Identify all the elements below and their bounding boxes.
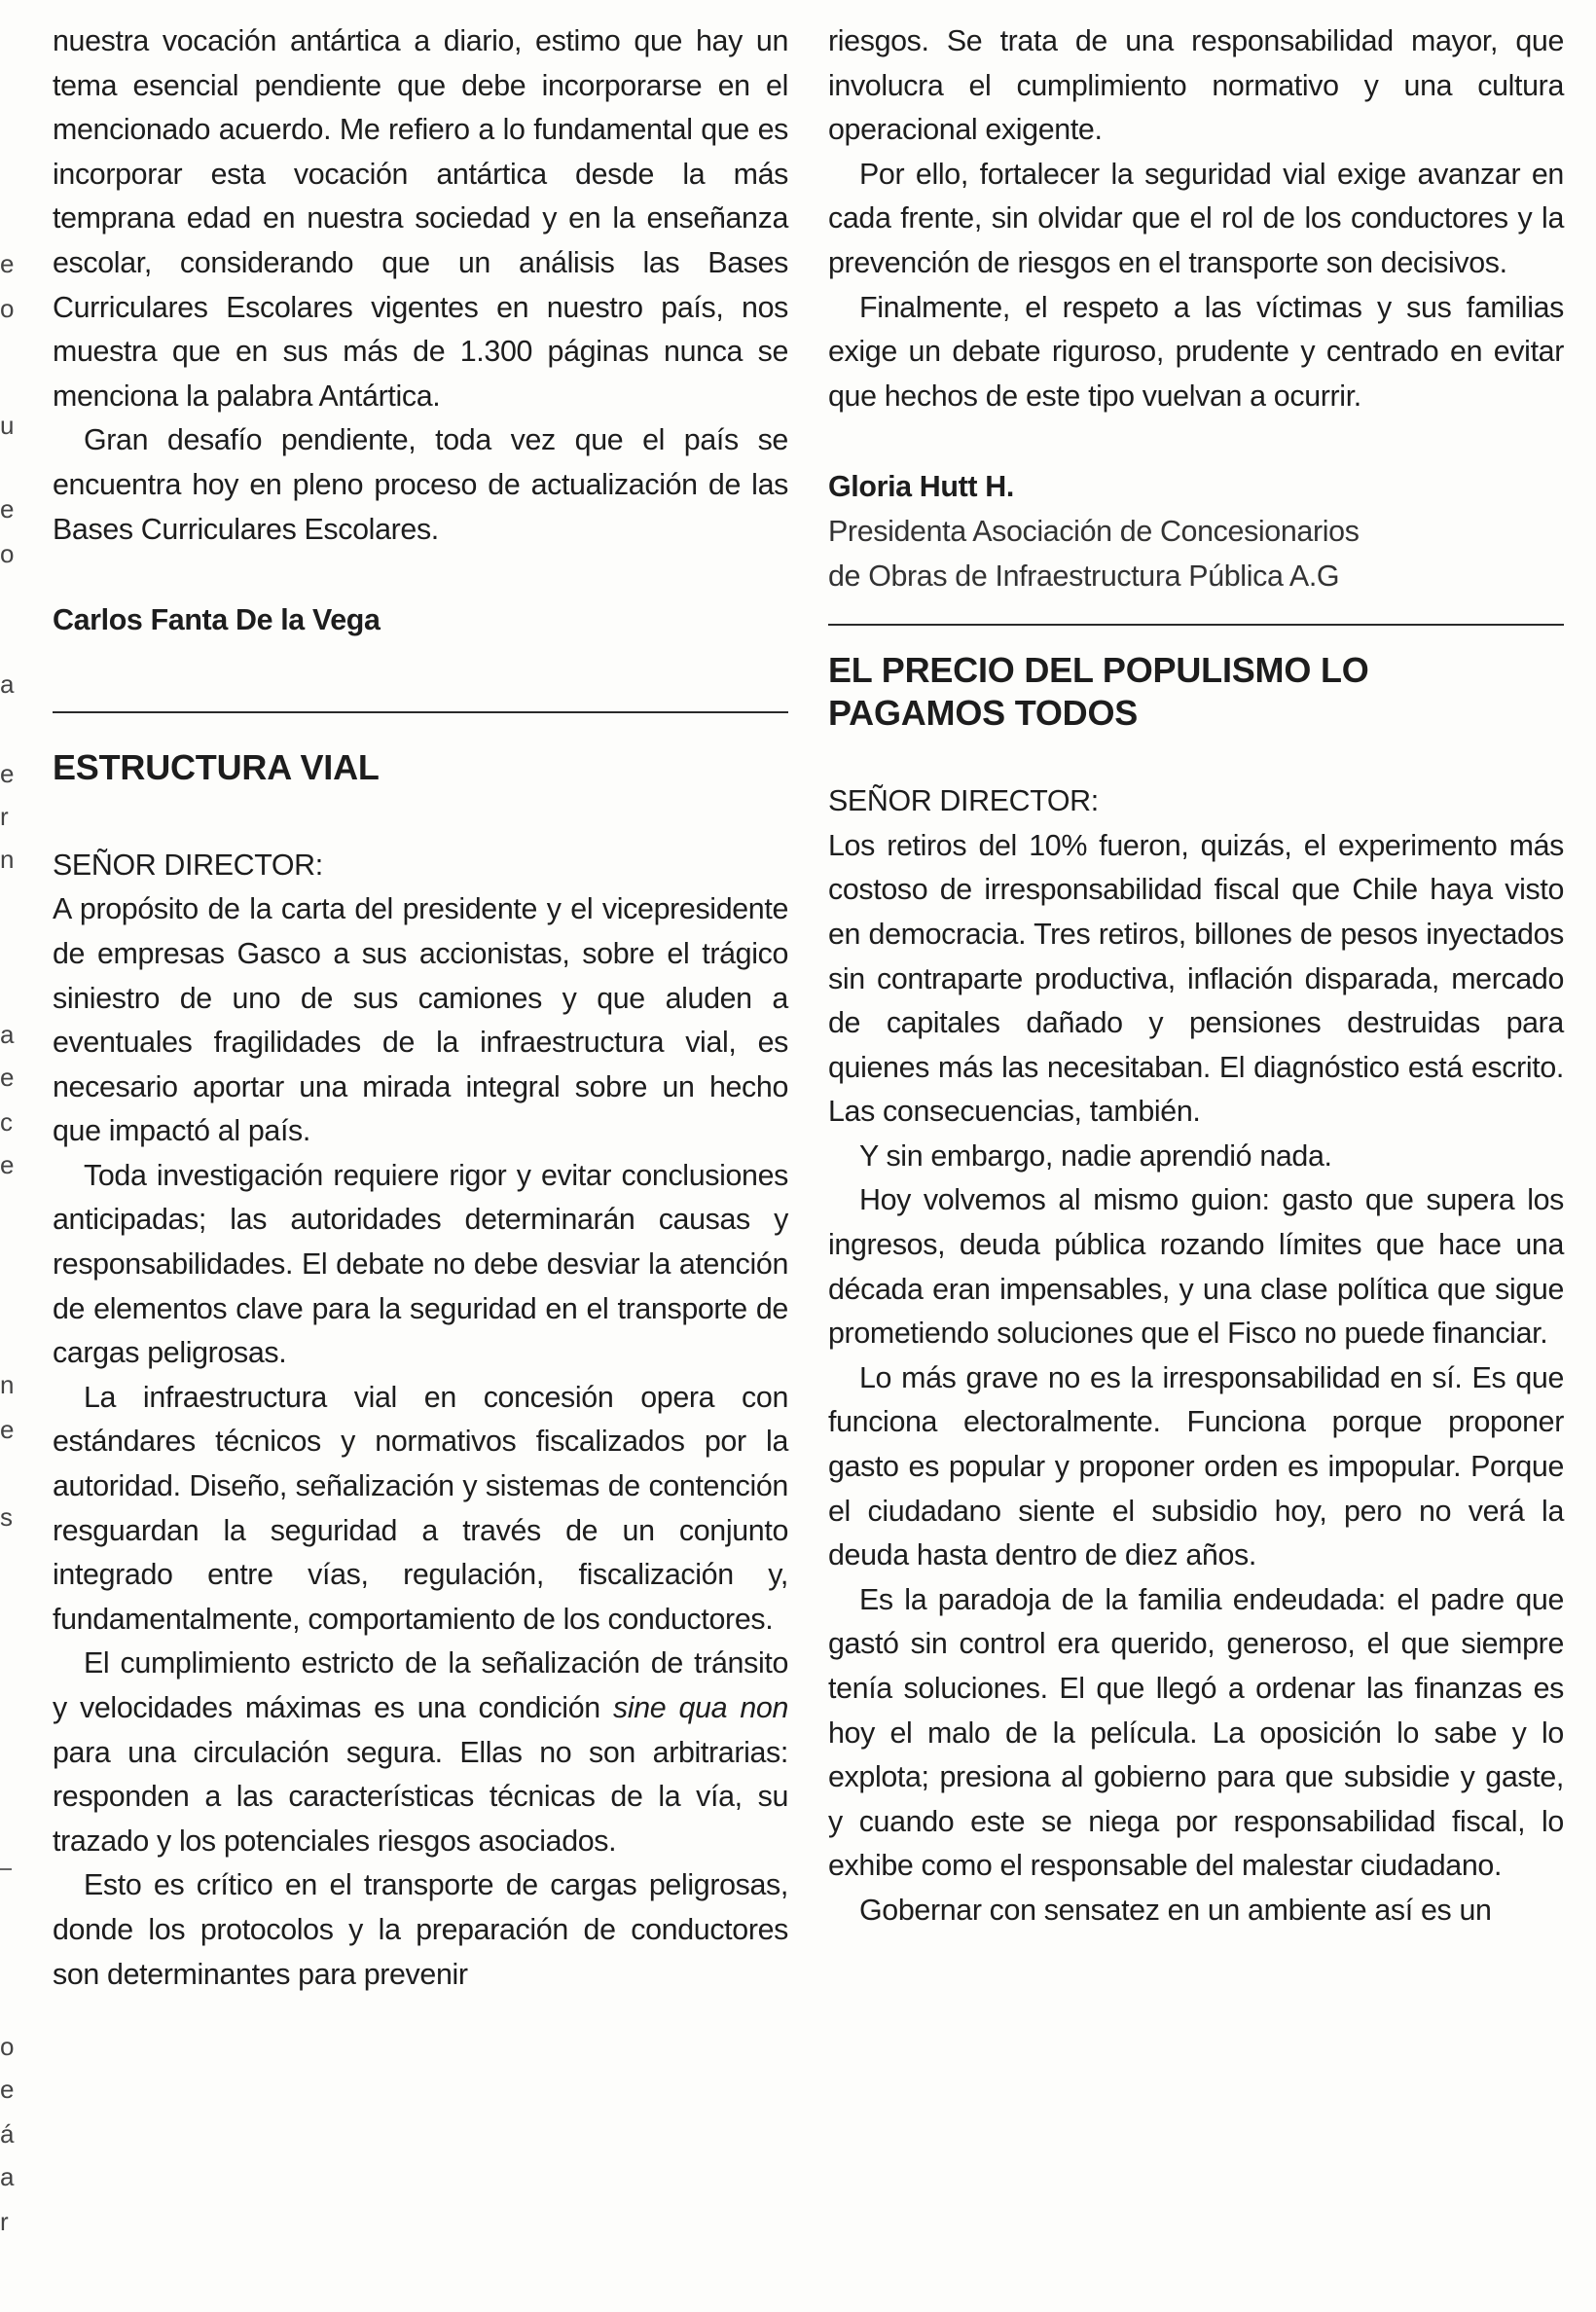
body-paragraph: A propósito de la carta del presidente y el vicepresidente de empresas Gasco a sus accionistas, sobre el trágico siniestro de uno de sus camiones y que aluden a eventuales fragilidades de la infraestructura vial, es necesario aportar una mirada integral sobre un hecho que impactó al país.: [53, 892, 788, 1148]
edge-fragment: e: [0, 494, 15, 524]
edge-fragment: o: [0, 294, 15, 323]
body-paragraph: Hoy volvemos al mismo guion: gasto que supera los ingresos, deuda pública rozando límites que hace una década eran impensables, y una clase política que sigue prometiendo soluciones que el Fisco no puede financiar.: [828, 1183, 1564, 1351]
edge-fragment: e: [0, 1150, 15, 1179]
body-paragraph: Los retiros del 10% fueron, quizás, el experimento más costoso de irresponsabilidad fiscal que Chile haya visto en democracia. Tres retiros, billones de pesos inyectados sin contraparte productiva, inflación disparada, mercado de capitales dañado y pensiones destruidas para quienes más las necesitaban. El diagnóstico está escrito. Las consecuencias, también.: [828, 828, 1564, 1129]
edge-fragment: u: [0, 411, 15, 440]
letter-signature: Gloria Hutt H.: [828, 470, 1014, 504]
body-paragraph: [53, 1642, 788, 1863]
edge-fragment: á: [0, 2119, 15, 2149]
paragraph-text: para una circulación segura. Ellas no son arbitrarias: responden a las características técnicas de la vía, su trazado y los potenciales riesgos asociados.: [53, 1735, 788, 1858]
edge-fragment: a: [0, 2162, 15, 2191]
body-paragraph: Finalmente, el respeto a las víctimas y sus familias exige un debate riguroso, prudente y centrado en evitar que hechos de este tipo vuelvan a ocurrir.: [828, 290, 1564, 413]
paragraph-text: El cumplimiento estricto de la señalización de tránsito y velocidades máximas es una condición: [53, 1646, 788, 1724]
body-paragraph: Gobernar con sensatez en un ambiente así es un: [859, 1893, 1492, 1927]
body-paragraph: Es la paradoja de la familia endeudada: el padre que gastó sin control era querido, generoso, el que siempre tenía soluciones. El que llegó a ordenar las finanzas es hoy el malo de la película. La oposición lo sabe y lo explota; presiona al gobierno para que subsidie y gaste, y cuando este se niega por responsabilidad fiscal, lo exhibe como el responsable del malestar ciudadano.: [828, 1582, 1564, 1883]
letter-signature: Carlos Fanta De la Vega: [53, 603, 381, 637]
body-paragraph: Y sin embargo, nadie aprendió nada.: [859, 1138, 1332, 1173]
edge-fragment: s: [0, 1502, 13, 1532]
signature-role: de Obras de Infraestructura Pública A.G: [828, 559, 1340, 593]
section-divider: [53, 711, 788, 713]
edge-fragment: n: [0, 845, 15, 874]
body-paragraph: Toda investigación requiere rigor y evitar conclusiones anticipadas; las autoridades determinarán causas y responsabilidades. El debate no debe desviar la atención de elementos clave para la seguridad en el transporte de cargas peligrosas.: [53, 1158, 788, 1370]
salutation: SEÑOR DIRECTOR:: [53, 848, 323, 882]
section-divider: [828, 624, 1564, 626]
right-column: [828, 0, 1564, 1933]
body-paragraph: Lo más grave no es la irresponsabilidad en sí. Es que funciona electoralmente. Funciona porque proponer gasto es popular y proponer orden es impopular. Porque el ciudadano siente el subsidio hoy, pero no verá la deuda hasta dentro de diez años.: [828, 1360, 1564, 1572]
edge-fragment: o: [0, 2032, 15, 2061]
edge-fragment: e: [0, 1063, 15, 1092]
left-column: [53, 0, 788, 1997]
salutation: SEÑOR DIRECTOR:: [828, 784, 1099, 818]
headline-line: EL PRECIO DEL POPULISMO LO: [828, 650, 1369, 691]
edge-fragment: e: [0, 759, 15, 788]
edge-rule: [0, 1868, 12, 1870]
letter-headline: ESTRUCTURA VIAL: [53, 746, 380, 787]
body-paragraph: Gran desafío pendiente, toda vez que el país se encuentra hoy en pleno proceso de actualización de las Bases Curriculares Escolares.: [53, 423, 788, 546]
body-paragraph: Por ello, fortalecer la seguridad vial exige avanzar en cada frente, sin olvidar que el rol de los conductores y la prevención de riesgos en el transporte son decisivos.: [828, 157, 1564, 279]
edge-fragment: r: [0, 2207, 9, 2236]
edge-fragment: e: [0, 249, 15, 278]
edge-fragment: o: [0, 539, 15, 568]
edge-fragment: e: [0, 2075, 15, 2104]
edge-fragment: e: [0, 1415, 15, 1444]
latin-phrase: sine qua non: [612, 1691, 788, 1724]
body-paragraph: Esto es crítico en el transporte de cargas peligrosas, donde los protocolos y la preparación de conductores son determinantes para prevenir: [53, 1868, 788, 1991]
body-paragraph: La infraestructura vial en concesión opera con estándares técnicos y normativos fiscalizados por la autoridad. Diseño, señalización y sistemas de contención resguardan la seguridad a través de un conjunto integrado entre vías, regulación, fiscalización y, fundamentalmente, comportamiento de los conductores.: [53, 1380, 788, 1636]
letter-headline: [828, 649, 1564, 735]
headline-line: PAGAMOS TODOS: [828, 693, 1139, 734]
edge-fragment: c: [0, 1107, 13, 1137]
continued-paragraph: riesgos. Se trata de una responsabilidad mayor, que involucra el cumplimiento normativo y una cultura operacional exigente.: [828, 24, 1564, 147]
edge-fragment: a: [0, 1020, 15, 1049]
edge-fragment: r: [0, 802, 9, 831]
edge-fragment: n: [0, 1370, 15, 1399]
edge-fragment: a: [0, 669, 15, 699]
continued-paragraph: nuestra vocación antártica a diario, estimo que hay un tema esencial pendiente que debe incorporarse en el mencionado acuerdo. Me refiero a lo fundamental que es incorporar esta vocación antártica desde la más temprana edad en nuestra sociedad y en la enseñanza escolar, considerando que un análisis las Bases Curriculares Escolares vigentes en nuestro país, nos muestra que en sus más de 1.300 páginas nunca se menciona la palabra Antártica.: [53, 24, 788, 413]
signature-role: Presidenta Asociación de Concesionarios: [828, 514, 1360, 548]
